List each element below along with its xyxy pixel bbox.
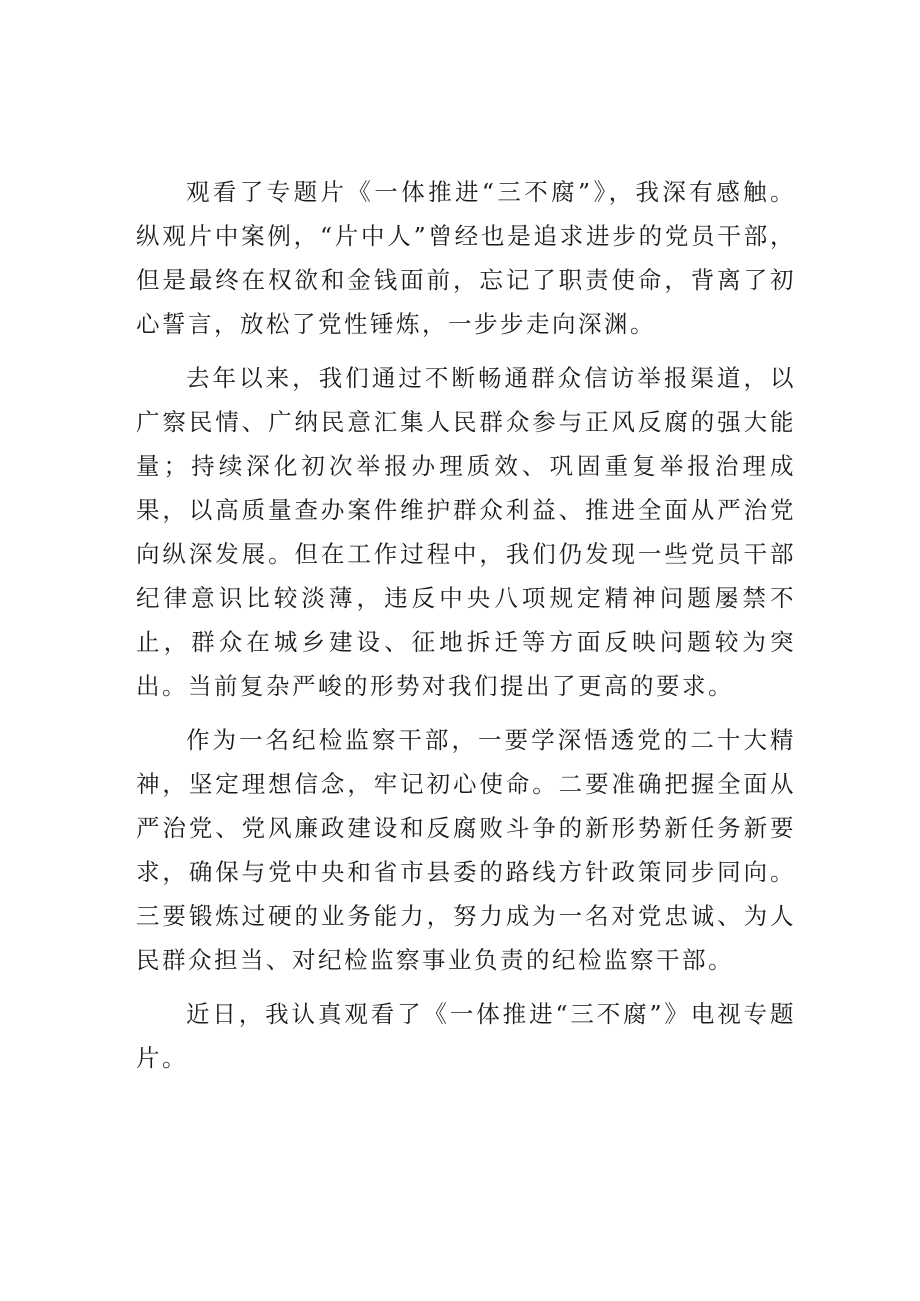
document-body <box>136 170 796 1090</box>
paragraph-1: 观看了专题片《一体推进“三不腐”》，我深有感触。纵观片中案例，“片中人”曾经也是追求进步的党员干部，但是最终在权欲和金钱面前，忘记了职责使命，背离了初心誓言，放松了党性锤炼，一步步走向深渊。 <box>136 178 796 338</box>
paragraph-2: 去年以来，我们通过不断畅通群众信访举报渠道，以广察民情、广纳民意汇集人民群众参与正风反腐的强大能量；持续深化初次举报办理质效、巩固重复举报治理成果，以高质量查办案件维护群众利益、推进全面从严治党向纵深发展。但在工作过程中，我们仍发现一些党员干部纪律意识比较淡薄，违反中央八项规定精神问题屡禁不止，群众在城乡建设、征地拆迁等方面反映问题较为突出。当前复杂严峻的形势对我们提出了更高的要求。 <box>136 364 796 700</box>
paragraph-3: 作为一名纪检监察干部，一要学深悟透党的二十大精神，坚定理想信念，牢记初心使命。二要准确把握全面从严治党、党风廉政建设和反腐败斗争的新形势新任务新要求，确保与党中央和省市县委的路线方针政策同步同向。三要锻炼过硬的业务能力，努力成为一名对党忠诚、为人民群众担当、对纪检监察事业负责的纪检监察干部。 <box>136 726 796 974</box>
paragraph-4: 近日，我认真观看了《一体推进“三不腐”》电视专题片。 <box>136 1000 796 1072</box>
